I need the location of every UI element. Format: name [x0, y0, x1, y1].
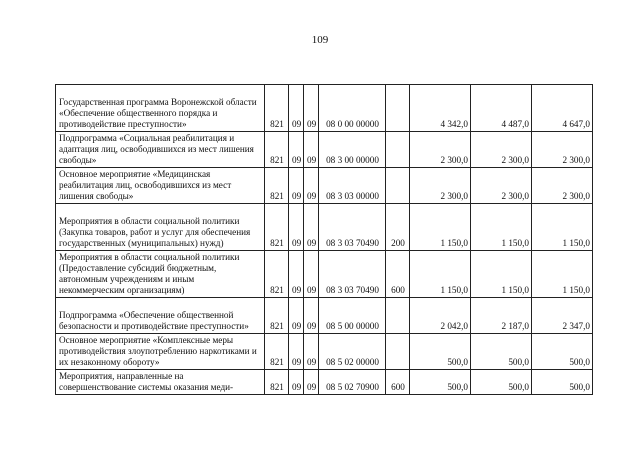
table-row [56, 132, 593, 168]
row-name: Подпрограмма «Обеспечение общественной безопасности и противодействие преступности» [56, 298, 265, 334]
cell-vr [386, 132, 410, 168]
cell-vr [386, 168, 410, 204]
cell-gr: 821 [265, 204, 289, 251]
cell-csr: 08 0 00 00000 [319, 85, 386, 132]
row-name: Мероприятия в области социальной политики (Предоставление субсидий бюджетным, автономным учреждениям и иным некоммерческим организациям) [56, 251, 265, 298]
cell-year1: 1 150,0 [410, 204, 471, 251]
cell-gr: 821 [265, 370, 289, 395]
page-number: 109 [311, 34, 329, 46]
table-row [56, 370, 593, 395]
row-name: Подпрограмма «Социальная реабилитация и адаптация лиц, освободившихся из мест лишения свободы» [56, 132, 265, 168]
row-name: Мероприятия, направленные на совершенствование системы оказания меди- [56, 370, 265, 395]
row-name: Основное мероприятие «Комплексные меры противодействия злоупотреблению наркотиками и их незаконному обороту» [56, 334, 265, 370]
cell-vr [386, 334, 410, 370]
table-row [56, 204, 593, 251]
cell-gr: 821 [265, 298, 289, 334]
cell-year3: 2 300,0 [532, 168, 593, 204]
cell-gr: 821 [265, 132, 289, 168]
cell-year2: 1 150,0 [471, 204, 532, 251]
cell-csr: 08 5 00 00000 [319, 298, 386, 334]
cell-year1: 500,0 [410, 370, 471, 395]
cell-pr: 09 [304, 85, 319, 132]
cell-csr: 08 5 02 70900 [319, 370, 386, 395]
cell-pr: 09 [304, 334, 319, 370]
cell-pr: 09 [304, 370, 319, 395]
cell-year1: 4 342,0 [410, 85, 471, 132]
cell-year3: 1 150,0 [532, 251, 593, 298]
cell-rz: 09 [289, 334, 304, 370]
cell-year2: 2 300,0 [471, 168, 532, 204]
cell-vr: 600 [386, 251, 410, 298]
row-name: Государственная программа Воронежской области «Обеспечение общественного порядка и противодействие преступности» [56, 85, 265, 132]
cell-pr: 09 [304, 204, 319, 251]
table-row [56, 168, 593, 204]
cell-year2: 1 150,0 [471, 251, 532, 298]
cell-rz: 09 [289, 85, 304, 132]
table-row [56, 334, 593, 370]
table-row [56, 251, 593, 298]
cell-vr: 200 [386, 204, 410, 251]
cell-gr: 821 [265, 85, 289, 132]
cell-csr: 08 5 02 00000 [319, 334, 386, 370]
cell-pr: 09 [304, 132, 319, 168]
cell-csr: 08 3 03 00000 [319, 168, 386, 204]
cell-gr: 821 [265, 168, 289, 204]
cell-year3: 1 150,0 [532, 204, 593, 251]
cell-vr [386, 298, 410, 334]
cell-year1: 2 300,0 [410, 132, 471, 168]
table-row [56, 85, 593, 132]
cell-gr: 821 [265, 251, 289, 298]
cell-year1: 2 042,0 [410, 298, 471, 334]
cell-csr: 08 3 03 70490 [319, 204, 386, 251]
cell-pr: 09 [304, 251, 319, 298]
cell-gr: 821 [265, 334, 289, 370]
cell-year3: 500,0 [532, 334, 593, 370]
cell-vr [386, 85, 410, 132]
table-row [56, 298, 593, 334]
cell-csr: 08 3 00 00000 [319, 132, 386, 168]
row-name: Мероприятия в области социальной политики (Закупка товаров, работ и услуг для обеспечения государственных (муниципальных) нужд) [56, 204, 265, 251]
cell-year1: 2 300,0 [410, 168, 471, 204]
cell-year2: 500,0 [471, 370, 532, 395]
cell-csr: 08 3 03 70490 [319, 251, 386, 298]
cell-rz: 09 [289, 204, 304, 251]
cell-rz: 09 [289, 251, 304, 298]
cell-year2: 2 300,0 [471, 132, 532, 168]
row-name: Основное мероприятие «Медицинская реабилитация лиц, освободившихся из мест лишения свободы» [56, 168, 265, 204]
cell-year2: 2 187,0 [471, 298, 532, 334]
cell-rz: 09 [289, 168, 304, 204]
budget-table [55, 84, 593, 395]
cell-year1: 500,0 [410, 334, 471, 370]
cell-rz: 09 [289, 298, 304, 334]
cell-year1: 1 150,0 [410, 251, 471, 298]
cell-year2: 4 487,0 [471, 85, 532, 132]
cell-year2: 500,0 [471, 334, 532, 370]
cell-year3: 4 647,0 [532, 85, 593, 132]
cell-rz: 09 [289, 370, 304, 395]
cell-year3: 500,0 [532, 370, 593, 395]
cell-pr: 09 [304, 168, 319, 204]
cell-pr: 09 [304, 298, 319, 334]
cell-year3: 2 300,0 [532, 132, 593, 168]
cell-rz: 09 [289, 132, 304, 168]
cell-year3: 2 347,0 [532, 298, 593, 334]
cell-vr: 600 [386, 370, 410, 395]
